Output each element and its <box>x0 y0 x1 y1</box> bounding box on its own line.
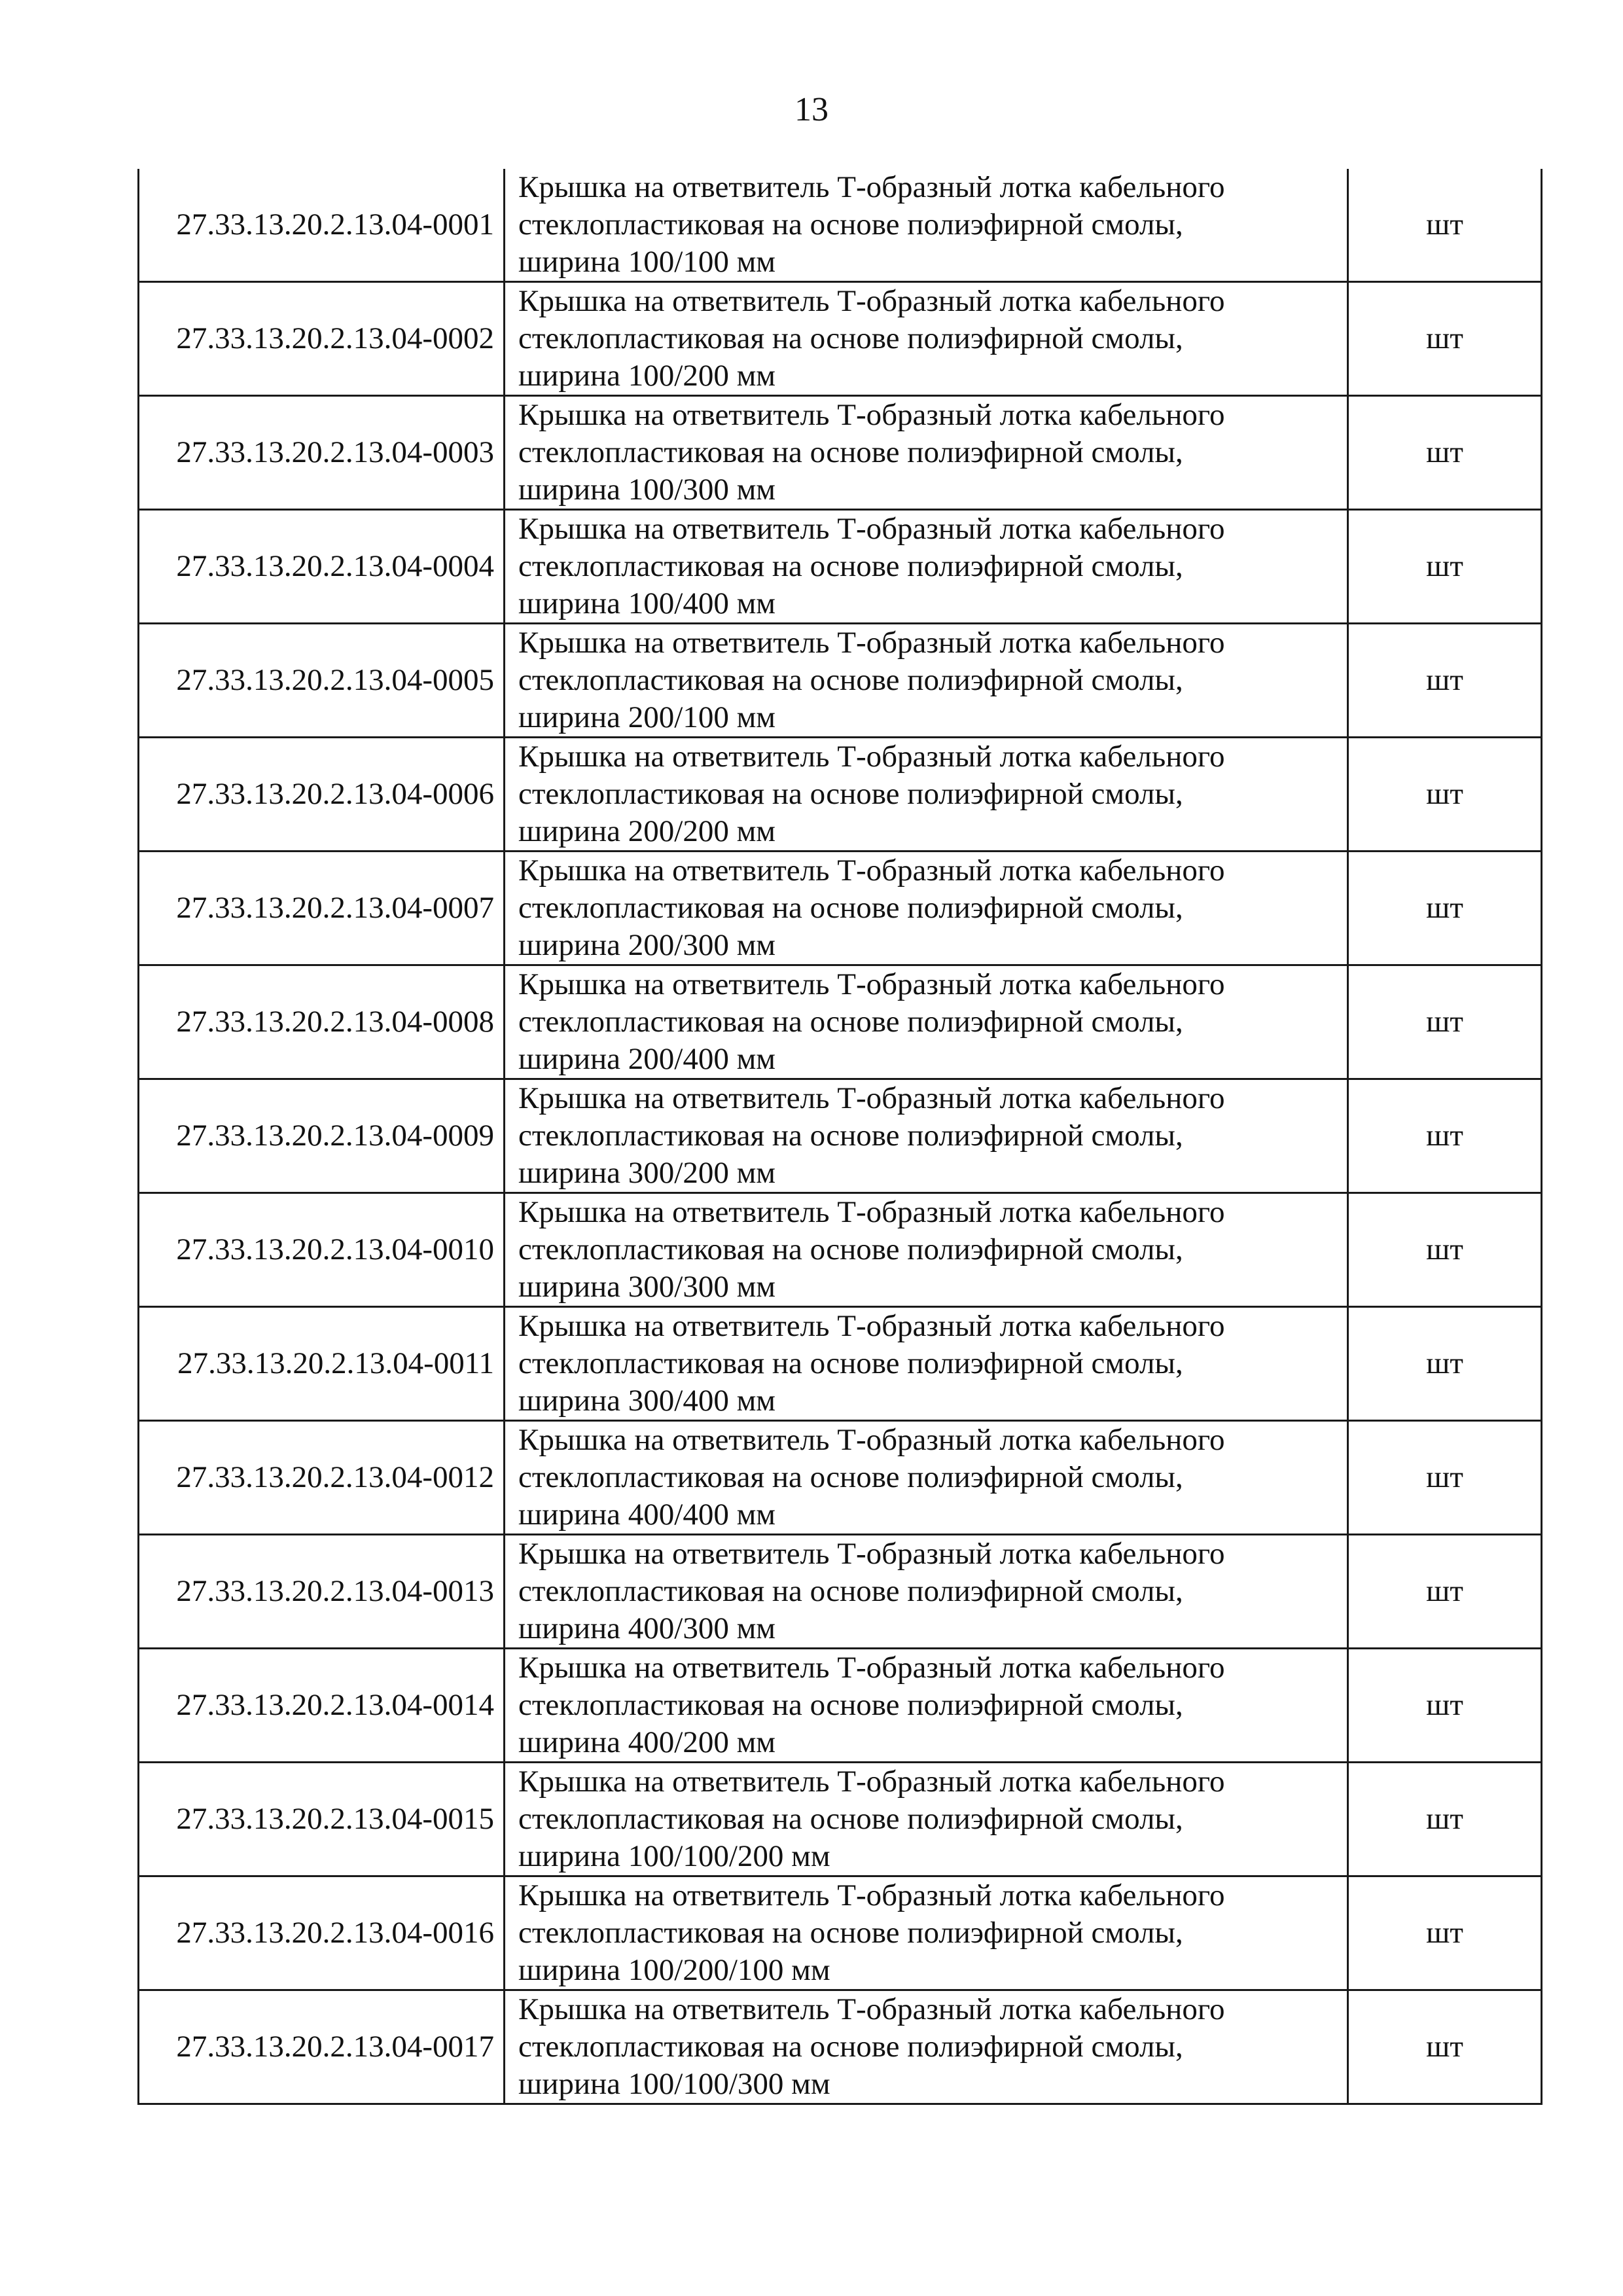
description-line: ширина 200/300 мм <box>518 928 776 962</box>
table-body <box>139 169 1542 2104</box>
description-line: Крышка на ответвитель Т-образный лотка кабельного <box>518 1992 1225 2026</box>
unit-of-measure: шт <box>1348 1421 1542 1535</box>
resource-description <box>505 624 1348 738</box>
description-line: ширина 400/200 мм <box>518 1725 776 1759</box>
description-line: Крышка на ответвитель Т-образный лотка кабельного <box>518 512 1225 546</box>
table-row <box>139 1535 1542 1649</box>
table-row <box>139 1990 1542 2104</box>
table-row <box>139 624 1542 738</box>
description-line: Крышка на ответвитель Т-образный лотка кабельного <box>518 1309 1225 1343</box>
description-line: Крышка на ответвитель Т-образный лотка кабельного <box>518 1878 1225 1912</box>
resource-code: 27.33.13.20.2.13.04-0008 <box>139 965 505 1079</box>
resource-description <box>505 1535 1348 1649</box>
description-line: стеклопластиковая на основе полиэфирной смолы, <box>518 435 1183 469</box>
resource-description <box>505 1193 1348 1307</box>
resource-description <box>505 282 1348 396</box>
description-line: стеклопластиковая на основе полиэфирной смолы, <box>518 1232 1183 1266</box>
table-row <box>139 169 1542 282</box>
description-line: Крышка на ответвитель Т-образный лотка кабельного <box>518 1765 1225 1799</box>
resource-code: 27.33.13.20.2.13.04-0015 <box>139 1763 505 1876</box>
resource-description <box>505 1763 1348 1876</box>
resource-description <box>505 1990 1348 2104</box>
resource-description <box>505 852 1348 965</box>
unit-of-measure: шт <box>1348 1307 1542 1421</box>
unit-of-measure: шт <box>1348 510 1542 624</box>
table-row <box>139 1876 1542 1990</box>
description-line: стеклопластиковая на основе полиэфирной смолы, <box>518 1346 1183 1380</box>
resource-description <box>505 1876 1348 1990</box>
unit-of-measure: шт <box>1348 169 1542 282</box>
table-row <box>139 1421 1542 1535</box>
description-line: Крышка на ответвитель Т-образный лотка кабельного <box>518 967 1225 1001</box>
resource-code: 27.33.13.20.2.13.04-0004 <box>139 510 505 624</box>
resource-code: 27.33.13.20.2.13.04-0010 <box>139 1193 505 1307</box>
description-line: Крышка на ответвитель Т-образный лотка кабельного <box>518 170 1225 204</box>
unit-of-measure: шт <box>1348 1990 1542 2104</box>
resource-description <box>505 1649 1348 1763</box>
description-line: Крышка на ответвитель Т-образный лотка кабельного <box>518 1423 1225 1457</box>
description-line: ширина 100/300 мм <box>518 473 776 507</box>
description-line: Крышка на ответвитель Т-образный лотка кабельного <box>518 740 1225 774</box>
table-row <box>139 510 1542 624</box>
table-row <box>139 1193 1542 1307</box>
resource-description <box>505 1079 1348 1193</box>
resource-code: 27.33.13.20.2.13.04-0003 <box>139 396 505 510</box>
unit-of-measure: шт <box>1348 1193 1542 1307</box>
resource-code: 27.33.13.20.2.13.04-0016 <box>139 1876 505 1990</box>
description-line: Крышка на ответвитель Т-образный лотка кабельного <box>518 398 1225 432</box>
description-line: ширина 100/100/200 мм <box>518 1839 830 1873</box>
description-line: стеклопластиковая на основе полиэфирной смолы, <box>518 1916 1183 1950</box>
description-line: Крышка на ответвитель Т-образный лотка кабельного <box>518 1195 1225 1229</box>
unit-of-measure: шт <box>1348 282 1542 396</box>
description-line: стеклопластиковая на основе полиэфирной смолы, <box>518 1802 1183 1836</box>
description-line: ширина 200/200 мм <box>518 814 776 848</box>
resource-code: 27.33.13.20.2.13.04-0005 <box>139 624 505 738</box>
unit-of-measure: шт <box>1348 1763 1542 1876</box>
description-line: ширина 200/400 мм <box>518 1042 776 1076</box>
resource-code: 27.33.13.20.2.13.04-0002 <box>139 282 505 396</box>
resource-code: 27.33.13.20.2.13.04-0009 <box>139 1079 505 1193</box>
description-line: Крышка на ответвитель Т-образный лотка кабельного <box>518 853 1225 888</box>
table-row <box>139 738 1542 852</box>
resource-code: 27.33.13.20.2.13.04-0007 <box>139 852 505 965</box>
description-line: стеклопластиковая на основе полиэфирной смолы, <box>518 1119 1183 1153</box>
description-line: стеклопластиковая на основе полиэфирной смолы, <box>518 207 1183 242</box>
page-number: 13 <box>794 91 829 128</box>
description-line: стеклопластиковая на основе полиэфирной смолы, <box>518 777 1183 811</box>
description-line: Крышка на ответвитель Т-образный лотка кабельного <box>518 284 1225 318</box>
table-row <box>139 1649 1542 1763</box>
table-row <box>139 1763 1542 1876</box>
description-line: Крышка на ответвитель Т-образный лотка кабельного <box>518 1651 1225 1685</box>
resource-description <box>505 510 1348 624</box>
description-line: ширина 300/400 мм <box>518 1384 776 1418</box>
description-line: ширина 100/200 мм <box>518 359 776 393</box>
unit-of-measure: шт <box>1348 1079 1542 1193</box>
resource-table <box>137 169 1543 2105</box>
table-row <box>139 1079 1542 1193</box>
description-line: ширина 100/100 мм <box>518 245 776 279</box>
description-line: стеклопластиковая на основе полиэфирной смолы, <box>518 1005 1183 1039</box>
description-line: ширина 100/400 мм <box>518 586 776 620</box>
resource-description <box>505 1307 1348 1421</box>
description-line: ширина 400/300 мм <box>518 1611 776 1645</box>
unit-of-measure: шт <box>1348 852 1542 965</box>
resource-code: 27.33.13.20.2.13.04-0012 <box>139 1421 505 1535</box>
description-line: стеклопластиковая на основе полиэфирной смолы, <box>518 549 1183 583</box>
resource-code: 27.33.13.20.2.13.04-0017 <box>139 1990 505 2104</box>
description-line: стеклопластиковая на основе полиэфирной смолы, <box>518 663 1183 697</box>
resource-description <box>505 738 1348 852</box>
resource-description <box>505 1421 1348 1535</box>
resource-code: 27.33.13.20.2.13.04-0011 <box>139 1307 505 1421</box>
resource-description <box>505 396 1348 510</box>
resource-description <box>505 169 1348 282</box>
description-line: стеклопластиковая на основе полиэфирной смолы, <box>518 1574 1183 1608</box>
description-line: Крышка на ответвитель Т-образный лотка кабельного <box>518 626 1225 660</box>
description-line: Крышка на ответвитель Т-образный лотка кабельного <box>518 1081 1225 1115</box>
description-line: ширина 200/100 мм <box>518 700 776 734</box>
table-row <box>139 396 1542 510</box>
description-line: ширина 400/400 мм <box>518 1498 776 1532</box>
description-line: стеклопластиковая на основе полиэфирной смолы, <box>518 891 1183 925</box>
resource-code: 27.33.13.20.2.13.04-0014 <box>139 1649 505 1763</box>
unit-of-measure: шт <box>1348 738 1542 852</box>
description-line: стеклопластиковая на основе полиэфирной смолы, <box>518 2030 1183 2064</box>
description-line: ширина 300/200 мм <box>518 1156 776 1190</box>
unit-of-measure: шт <box>1348 396 1542 510</box>
description-line: стеклопластиковая на основе полиэфирной смолы, <box>518 1460 1183 1494</box>
description-line: стеклопластиковая на основе полиэфирной смолы, <box>518 1688 1183 1722</box>
table-row <box>139 1307 1542 1421</box>
table-row <box>139 852 1542 965</box>
unit-of-measure: шт <box>1348 1876 1542 1990</box>
description-line: ширина 300/300 мм <box>518 1270 776 1304</box>
table-row <box>139 965 1542 1079</box>
unit-of-measure: шт <box>1348 1535 1542 1649</box>
description-line: стеклопластиковая на основе полиэфирной смолы, <box>518 321 1183 355</box>
unit-of-measure: шт <box>1348 965 1542 1079</box>
resource-code: 27.33.13.20.2.13.04-0001 <box>139 169 505 282</box>
resource-code: 27.33.13.20.2.13.04-0006 <box>139 738 505 852</box>
resource-code: 27.33.13.20.2.13.04-0013 <box>139 1535 505 1649</box>
resource-description <box>505 965 1348 1079</box>
unit-of-measure: шт <box>1348 624 1542 738</box>
description-line: ширина 100/100/300 мм <box>518 2067 830 2101</box>
description-line: ширина 100/200/100 мм <box>518 1953 830 1987</box>
table-row <box>139 282 1542 396</box>
description-line: Крышка на ответвитель Т-образный лотка кабельного <box>518 1537 1225 1571</box>
unit-of-measure: шт <box>1348 1649 1542 1763</box>
